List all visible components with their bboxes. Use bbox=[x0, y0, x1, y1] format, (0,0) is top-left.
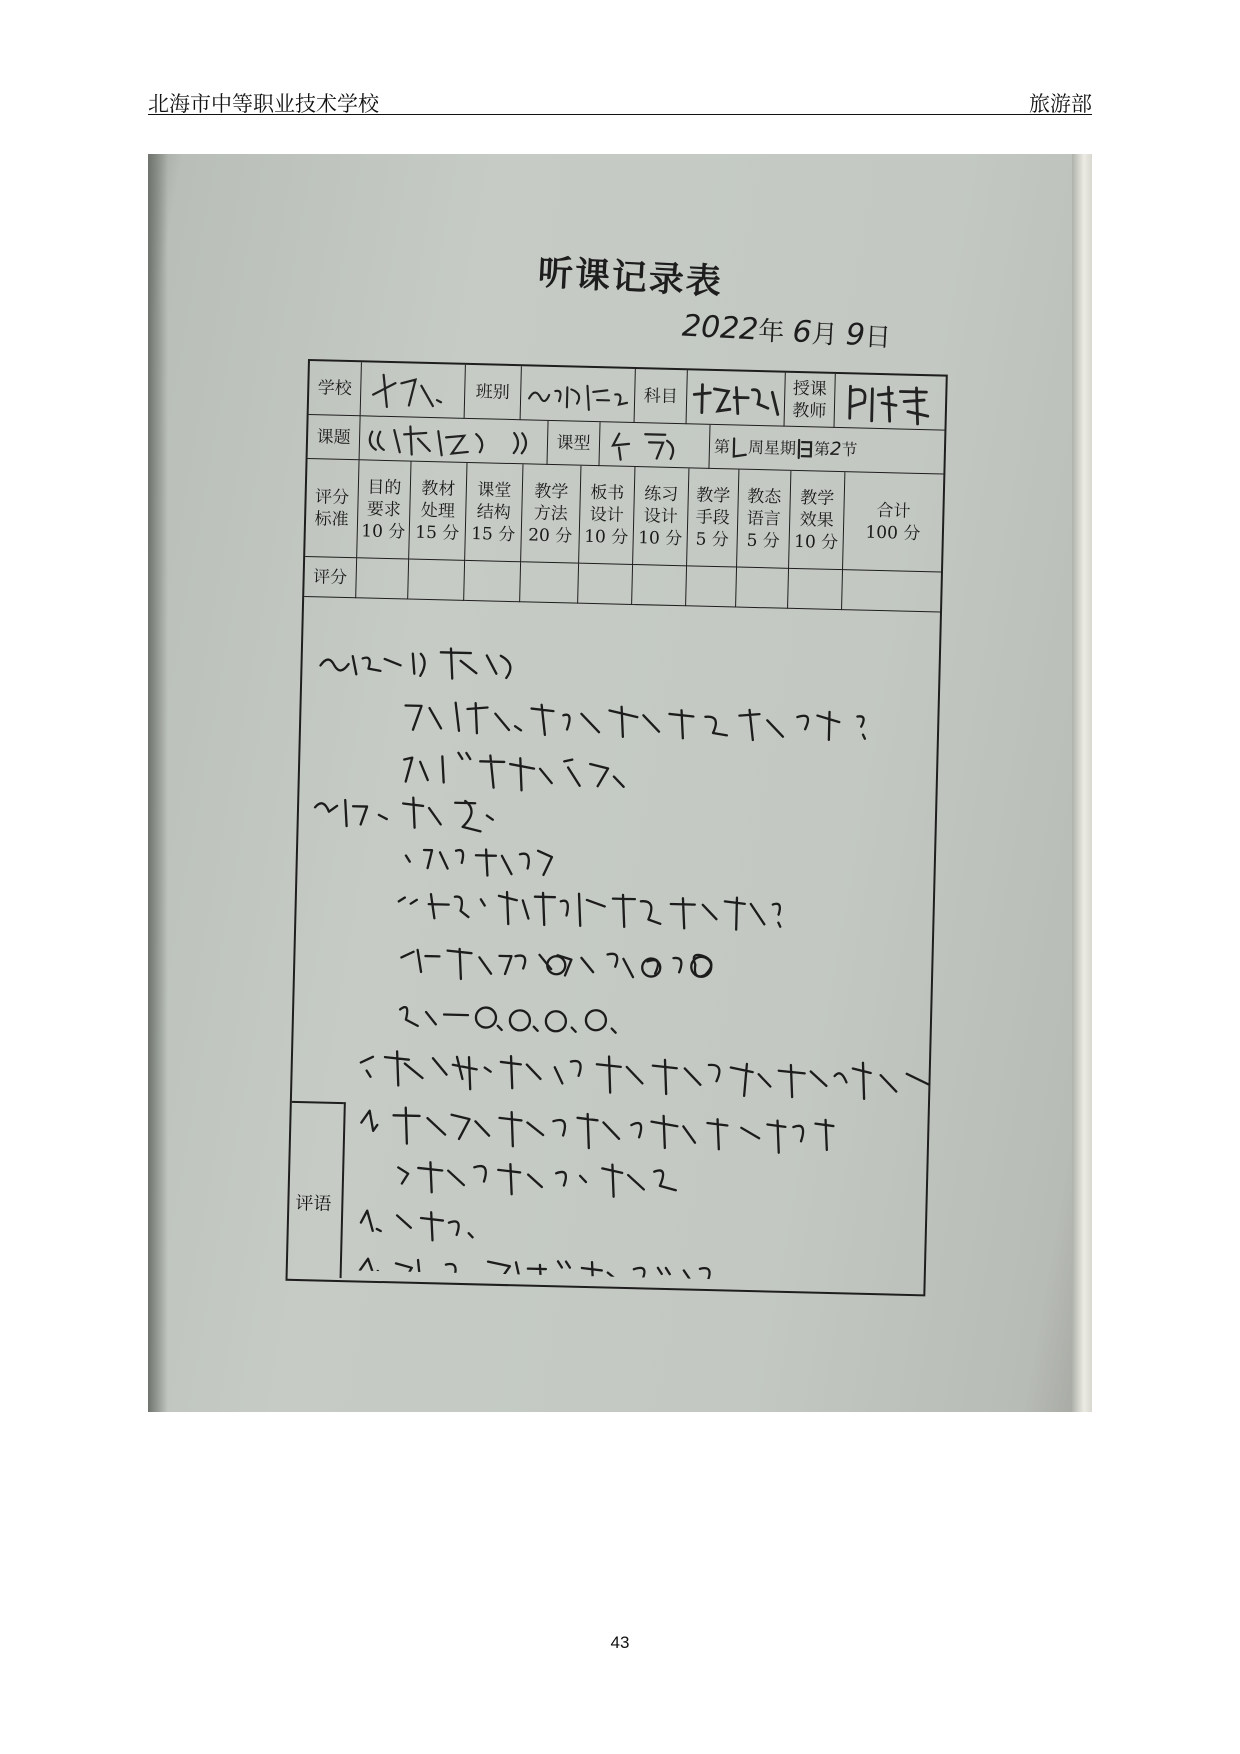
criteria-cell bbox=[633, 467, 689, 566]
criteria-points: 20 分 bbox=[527, 524, 573, 547]
criteria-points: 10 分 bbox=[793, 531, 839, 553]
handwriting-subject bbox=[687, 372, 784, 424]
criteria-points: 15 分 bbox=[415, 522, 460, 544]
form-title: 听课记录表 bbox=[536, 252, 724, 303]
date-year-label: 年 bbox=[757, 316, 786, 348]
score-cell bbox=[736, 568, 789, 609]
teacher-label-cell bbox=[784, 373, 835, 428]
score-label: 评分 bbox=[312, 566, 348, 588]
date-month: 6 bbox=[791, 314, 813, 351]
criteria-points: 10 分 bbox=[361, 520, 406, 542]
photo-shadow bbox=[148, 154, 168, 1412]
criteria-cell bbox=[465, 463, 523, 562]
criteria-cell bbox=[843, 472, 943, 572]
remarks-area bbox=[288, 631, 936, 1292]
criteria-name: 板书设计 bbox=[589, 482, 625, 526]
criteria-points: 5 分 bbox=[746, 530, 781, 552]
criteria-cell bbox=[687, 468, 739, 567]
criteria-name: 练习设计 bbox=[643, 483, 679, 527]
week-mid: 周星期 bbox=[747, 437, 797, 458]
date-year: 2022 bbox=[681, 308, 760, 348]
score-cell bbox=[686, 566, 737, 607]
subject-label-cell bbox=[635, 369, 688, 424]
schedule-cell bbox=[709, 425, 944, 475]
header-rule bbox=[148, 114, 1092, 115]
criteria-name: 教材处理 bbox=[420, 478, 456, 522]
school-label-cell bbox=[309, 361, 362, 416]
lesson-type-label-cell bbox=[547, 421, 600, 466]
period-mid: 第 bbox=[813, 438, 831, 459]
score-cell bbox=[356, 558, 409, 599]
page-number: 43 bbox=[610, 1633, 630, 1652]
criteria-cell bbox=[789, 471, 845, 570]
period-value: 2 bbox=[829, 438, 842, 460]
criteria-name: 教学手段 bbox=[695, 485, 731, 528]
subject-label: 科目 bbox=[643, 385, 678, 407]
lesson-type-value-cell bbox=[599, 422, 710, 469]
handwriting-week bbox=[730, 434, 749, 460]
school-label: 学校 bbox=[317, 377, 353, 399]
book-binding bbox=[1072, 154, 1092, 1412]
criteria-name: 教态语言 bbox=[746, 486, 782, 530]
criteria-name: 课堂结构 bbox=[476, 479, 512, 523]
score-cell bbox=[464, 561, 521, 602]
page-header-right: 旅游部 bbox=[1029, 92, 1092, 116]
class-label: 班别 bbox=[475, 381, 510, 403]
criteria-cell bbox=[579, 466, 635, 565]
class-label-cell bbox=[465, 365, 522, 420]
criteria-points: 10 分 bbox=[637, 527, 683, 549]
topic-label: 课题 bbox=[316, 426, 351, 448]
criteria-label-cell bbox=[305, 459, 359, 558]
score-cell bbox=[842, 570, 941, 612]
date-month-label: 月 bbox=[810, 319, 839, 351]
form-date bbox=[681, 307, 892, 355]
teacher-label: 授课教师 bbox=[792, 378, 828, 422]
criteria-cell bbox=[409, 462, 467, 561]
handwriting-topic bbox=[363, 417, 544, 463]
criteria-cell bbox=[357, 460, 411, 559]
topic-value-cell bbox=[360, 416, 549, 465]
class-value-cell bbox=[521, 366, 636, 423]
score-cell bbox=[578, 564, 633, 605]
date-day-label: 日 bbox=[864, 322, 892, 354]
teacher-value-cell bbox=[834, 374, 945, 431]
criteria-label: 评分标准 bbox=[314, 486, 350, 530]
criteria-points: 100 分 bbox=[865, 522, 921, 544]
handwriting-lesson-type bbox=[604, 423, 705, 467]
period-suffix: 节 bbox=[841, 439, 858, 459]
criteria-points: 15 分 bbox=[471, 523, 516, 545]
handwriting-school bbox=[362, 364, 463, 416]
school-value-cell bbox=[361, 362, 466, 419]
handwriting-weekday bbox=[796, 435, 815, 461]
observation-form bbox=[285, 359, 947, 1296]
criteria-points: 5 分 bbox=[695, 529, 730, 550]
subject-value-cell bbox=[687, 370, 786, 426]
criteria-name: 合计 bbox=[876, 500, 911, 522]
score-cell bbox=[788, 569, 843, 610]
criteria-points: 10 分 bbox=[583, 526, 629, 548]
criteria-cell bbox=[737, 470, 791, 569]
topic-label-cell bbox=[308, 415, 361, 460]
handwritten-notes bbox=[296, 629, 1001, 1286]
handwriting-teacher bbox=[842, 376, 939, 428]
week-prefix: 第 bbox=[713, 436, 731, 456]
date-day: 9 bbox=[844, 317, 866, 354]
criteria-name: 目的要求 bbox=[366, 476, 402, 520]
score-cell bbox=[408, 560, 465, 601]
criteria-cell bbox=[521, 464, 581, 563]
score-cell bbox=[520, 562, 579, 603]
criteria-name: 教学方法 bbox=[533, 481, 569, 524]
score-label-cell bbox=[304, 557, 357, 598]
lesson-type-label: 课型 bbox=[556, 432, 591, 454]
criteria-name: 教学效果 bbox=[799, 487, 835, 531]
handwriting-class bbox=[522, 368, 633, 421]
page-header-left: 北海市中等职业技术学校 bbox=[148, 92, 379, 116]
remarks-label: 评语 bbox=[295, 1192, 332, 1215]
score-cell bbox=[632, 565, 687, 606]
form-photo bbox=[148, 154, 1092, 1412]
